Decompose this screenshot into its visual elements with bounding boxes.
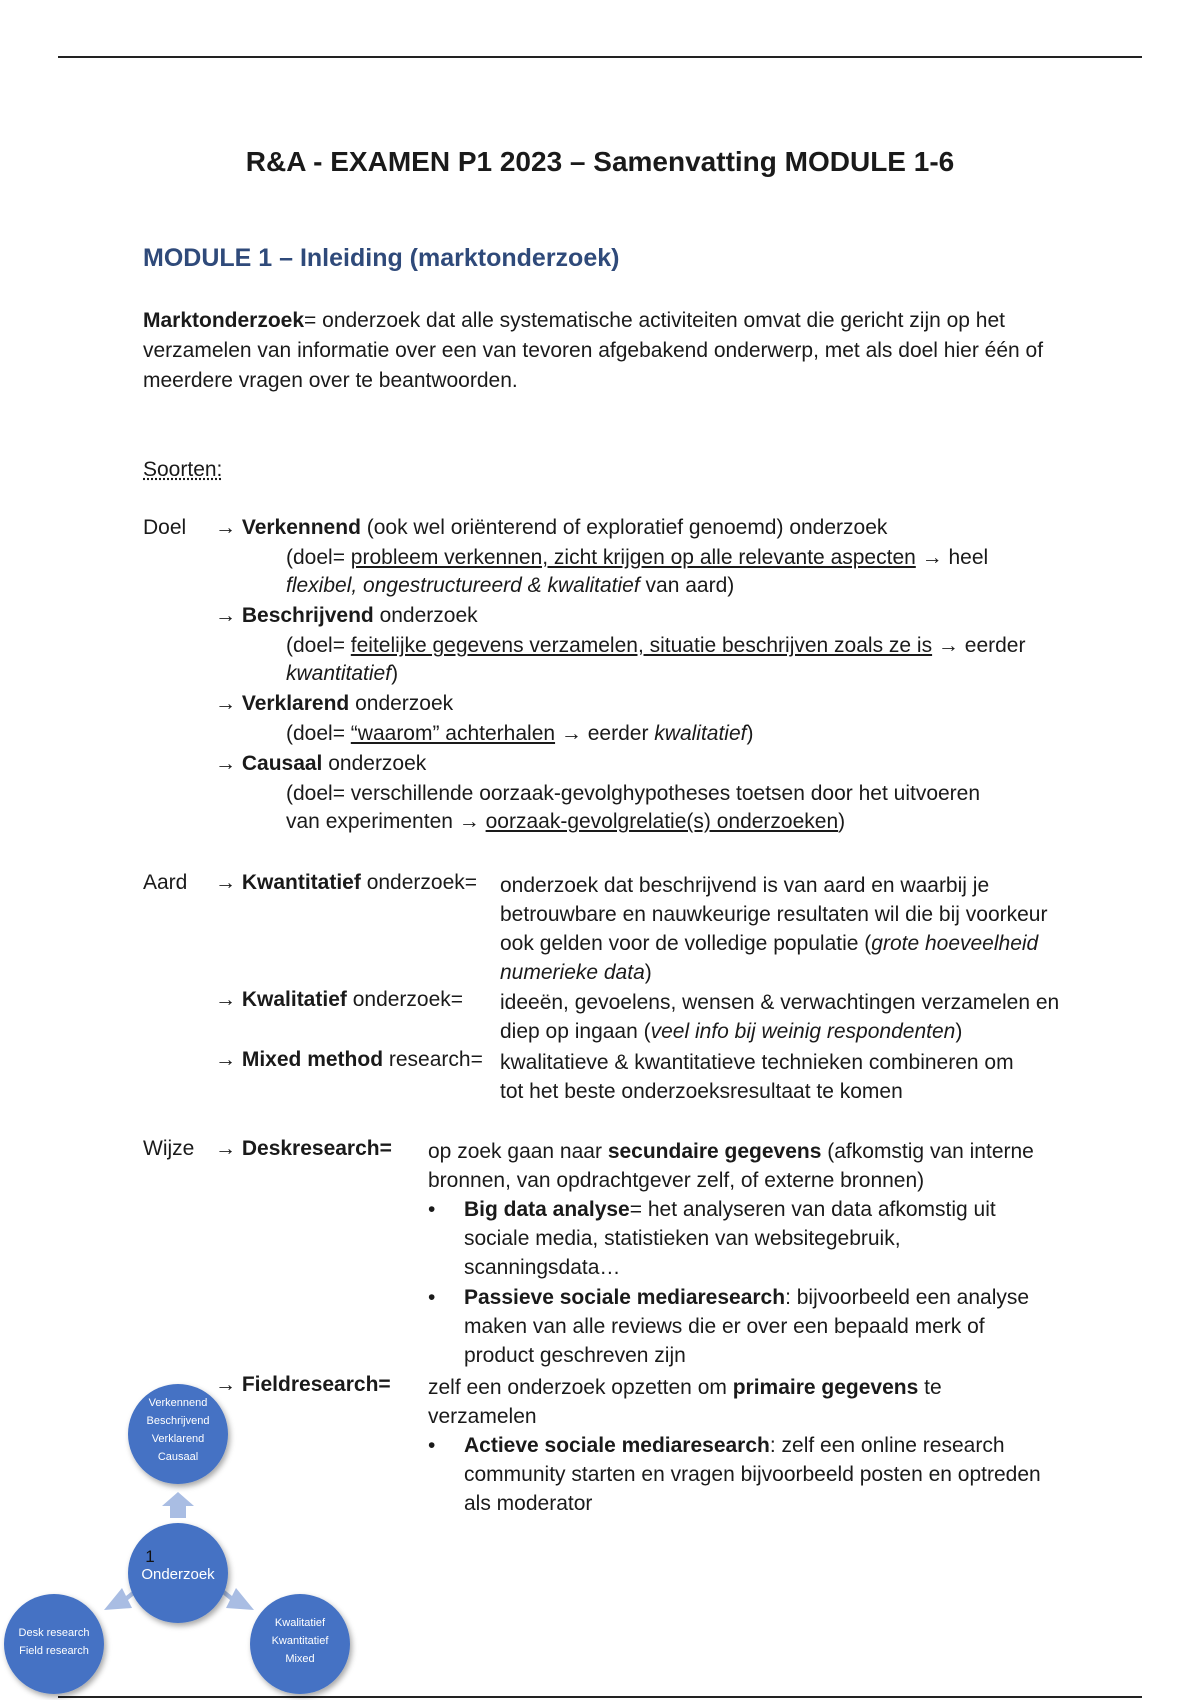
top-node-item-1: Verkennend [148,1397,208,1409]
active-term: Actieve sociale mediaresearch [464,1434,770,1457]
onderzoek-cycle-diagram [0,1370,380,1700]
deskresearch-desc [428,1137,1068,1195]
mixed-rest: research= [383,1048,483,1071]
verkennend-rest: (ook wel oriënterend of exploratief genoemd) onderzoek [360,516,888,539]
center-node-number: 1 [145,1547,155,1566]
verklarend-italic: kwalitatief [654,722,747,745]
causaal-end: ) [838,810,846,833]
verklarend-underlined: “waarom” achterhalen [350,722,556,745]
verkennend-underlined: probleem verkennen, zicht krijgen op alle relevante aspecten [350,546,916,569]
arrow-icon: → [215,1137,236,1160]
verklarend-term: Verklarend [241,692,350,715]
kwalitatief-term: Kwalitatief [241,988,347,1011]
causaal-doel-2 [286,810,845,834]
arrow-icon: → [215,516,236,539]
top-rule [58,56,1142,58]
center-node-label: Onderzoek [141,1566,215,1583]
bullet-icon: • [428,1198,436,1221]
doel-label: Doel [143,516,187,539]
arrow-up-icon [162,1492,194,1518]
right-node-item-3: Mixed [285,1653,315,1665]
arrow-icon: → [215,871,236,894]
beschrijvend-end: ) [391,662,399,685]
mixed-term: Mixed method [241,1048,384,1071]
field-text-a: zelf een onderzoek opzetten om [428,1376,733,1399]
beschrijvend-tail: → eerder [932,634,1026,657]
verkennend-line [215,516,887,540]
kwalitatief-desc [500,988,1070,1046]
arrow-down-right-icon [220,1588,254,1610]
left-node-item-2: Field research [19,1645,89,1657]
field-text-b: primaire gegevens [732,1376,919,1399]
beschrijvend-underlined: feitelijke gegevens verzamelen, situatie beschrijven zoals ze is [350,634,933,657]
field-text-c: te verzamelen [428,1376,942,1428]
arrow-icon: → [215,1373,236,1396]
verklarend-doel-1 [286,722,753,746]
verkennend-doel-2 [286,574,734,598]
kwantitatief-end: ) [644,961,652,984]
causaal-d2: van experimenten → [286,810,486,833]
right-node-item-1: Kwalitatief [274,1617,326,1629]
fieldresearch-term: Fieldresearch= [241,1373,391,1396]
arrow-icon: → [215,752,236,775]
deskresearch-term: Deskresearch= [241,1137,392,1160]
causaal-underlined: oorzaak-gevolgrelatie(s) onderzoeken [485,810,839,833]
active-desc: : zelf een online research community starten en vragen bijvoorbeeld posten en optreden als moderator [464,1434,1041,1515]
bullet-icon: • [428,1434,436,1457]
top-node-item-4: Causaal [157,1451,199,1463]
definition-paragraph [143,306,1083,396]
bullet-passive [428,1283,1054,1370]
causaal-rest: onderzoek [322,752,427,775]
wijze-label: Wijze [143,1137,195,1160]
doel-prefix: (doel= [286,722,351,745]
beschrijvend-doel-2 [286,662,398,686]
verklarend-tail: → eerder [555,722,655,745]
mixed-line [215,1048,483,1072]
kwalitatief-italic: veel info bij weinig respondenten [650,1020,956,1043]
kwalitatief-line [215,988,463,1012]
fieldresearch-desc [428,1373,1028,1431]
verkennend-end: van aard) [639,574,735,597]
beschrijvend-rest: onderzoek [373,604,478,627]
verkennend-tail: → heel [915,546,989,569]
beschrijvend-italic: kwantitatief [286,662,392,685]
document-title: R&A - EXAMEN P1 2023 – Samenvatting MODULE 1-6 [245,146,955,177]
top-node-item-3: Verklarend [151,1433,205,1445]
definition-text: = onderzoek dat alle systematische activiteiten omvat die gericht zijn op het verzamelen van informatie over een van tevoren afgebakend onderwerp, met als doel hier één of meerdere vragen over te beantwoorden. [143,309,1044,392]
kwantitatief-italic: grote hoeveelheid numerieke data [500,932,1039,984]
kwalitatief-rest: onderzoek= [346,988,464,1011]
beschrijvend-doel-1 [286,634,1025,658]
verkennend-doel-1 [286,546,988,570]
causaal-term: Causaal [241,752,323,775]
bullet-active [428,1431,1044,1518]
deskresearch-line [215,1137,392,1161]
causaal-line [215,752,426,776]
kwantitatief-line [215,871,477,895]
verklarend-end: ) [746,722,754,745]
bullet-big-data [428,1195,1044,1282]
beschrijvend-line [215,604,478,628]
kwantitatief-term: Kwantitatief [241,871,361,894]
passive-desc: : bijvoorbeeld een analyse maken van alle reviews die er over een bepaald merk of product geschreven zijn [464,1286,1030,1367]
doel-prefix: (doel= [286,634,351,657]
big-data-term: Big data analyse [464,1198,630,1221]
doel-prefix: (doel= [286,546,351,569]
causaal-doel-1: (doel= verschillende oorzaak-gevolghypotheses toetsen door het uitvoeren [286,782,981,805]
big-data-desc: = het analyseren van data afkomstig uit sociale media, statistieken van websitegebruik, scanningsdata… [464,1198,996,1279]
beschrijvend-term: Beschrijvend [241,604,374,627]
verklarend-line [215,692,453,716]
right-node-item-2: Kwantitatief [271,1635,329,1647]
bullet-icon: • [428,1286,436,1309]
definition-term: Marktonderzoek [143,309,305,332]
verkennend-term: Verkennend [241,516,361,539]
top-node-item-2: Beschrijvend [146,1415,210,1427]
left-node-item-1: Desk research [18,1627,90,1639]
kwalitatief-end: ) [955,1020,963,1043]
kwantitatief-desc [500,871,1060,987]
desk-text-a: op zoek gaan naar [428,1140,608,1163]
kwantitatief-rest: onderzoek= [360,871,478,894]
kwalitatief-text: ideeën, gevoelens, wensen & verwachtingen verzamelen en diep op ingaan ( [500,991,1060,1043]
passive-term: Passieve sociale mediaresearch [464,1286,786,1309]
arrow-icon: → [215,1048,236,1071]
verklarend-rest: onderzoek [349,692,454,715]
arrow-icon: → [215,604,236,627]
arrow-icon: → [215,988,236,1011]
desk-text-b: secundaire gegevens [607,1140,822,1163]
desk-text-c: (afkomstig van interne bronnen, van opdrachtgever zelf, of externe bronnen) [428,1140,1034,1192]
module-heading: MODULE 1 – Inleiding (marktonderzoek) [143,244,620,272]
arrow-icon: → [215,692,236,715]
verkennend-italic: flexibel, ongestructureerd & kwalitatief [286,574,640,597]
kwantitatief-text: onderzoek dat beschrijvend is van aard en waarbij je betrouwbare en nauwkeurige resultaten wil die bij voorkeur ook gelden voor de volledige populatie ( [500,874,1048,955]
soorten-label: Soorten: [143,458,223,481]
aard-label: Aard [143,871,188,894]
left-node [4,1594,104,1694]
mixed-desc: kwalitatieve & kwantitatieve technieken combineren om tot het beste onderzoeksresultaat te komen [500,1051,1014,1103]
